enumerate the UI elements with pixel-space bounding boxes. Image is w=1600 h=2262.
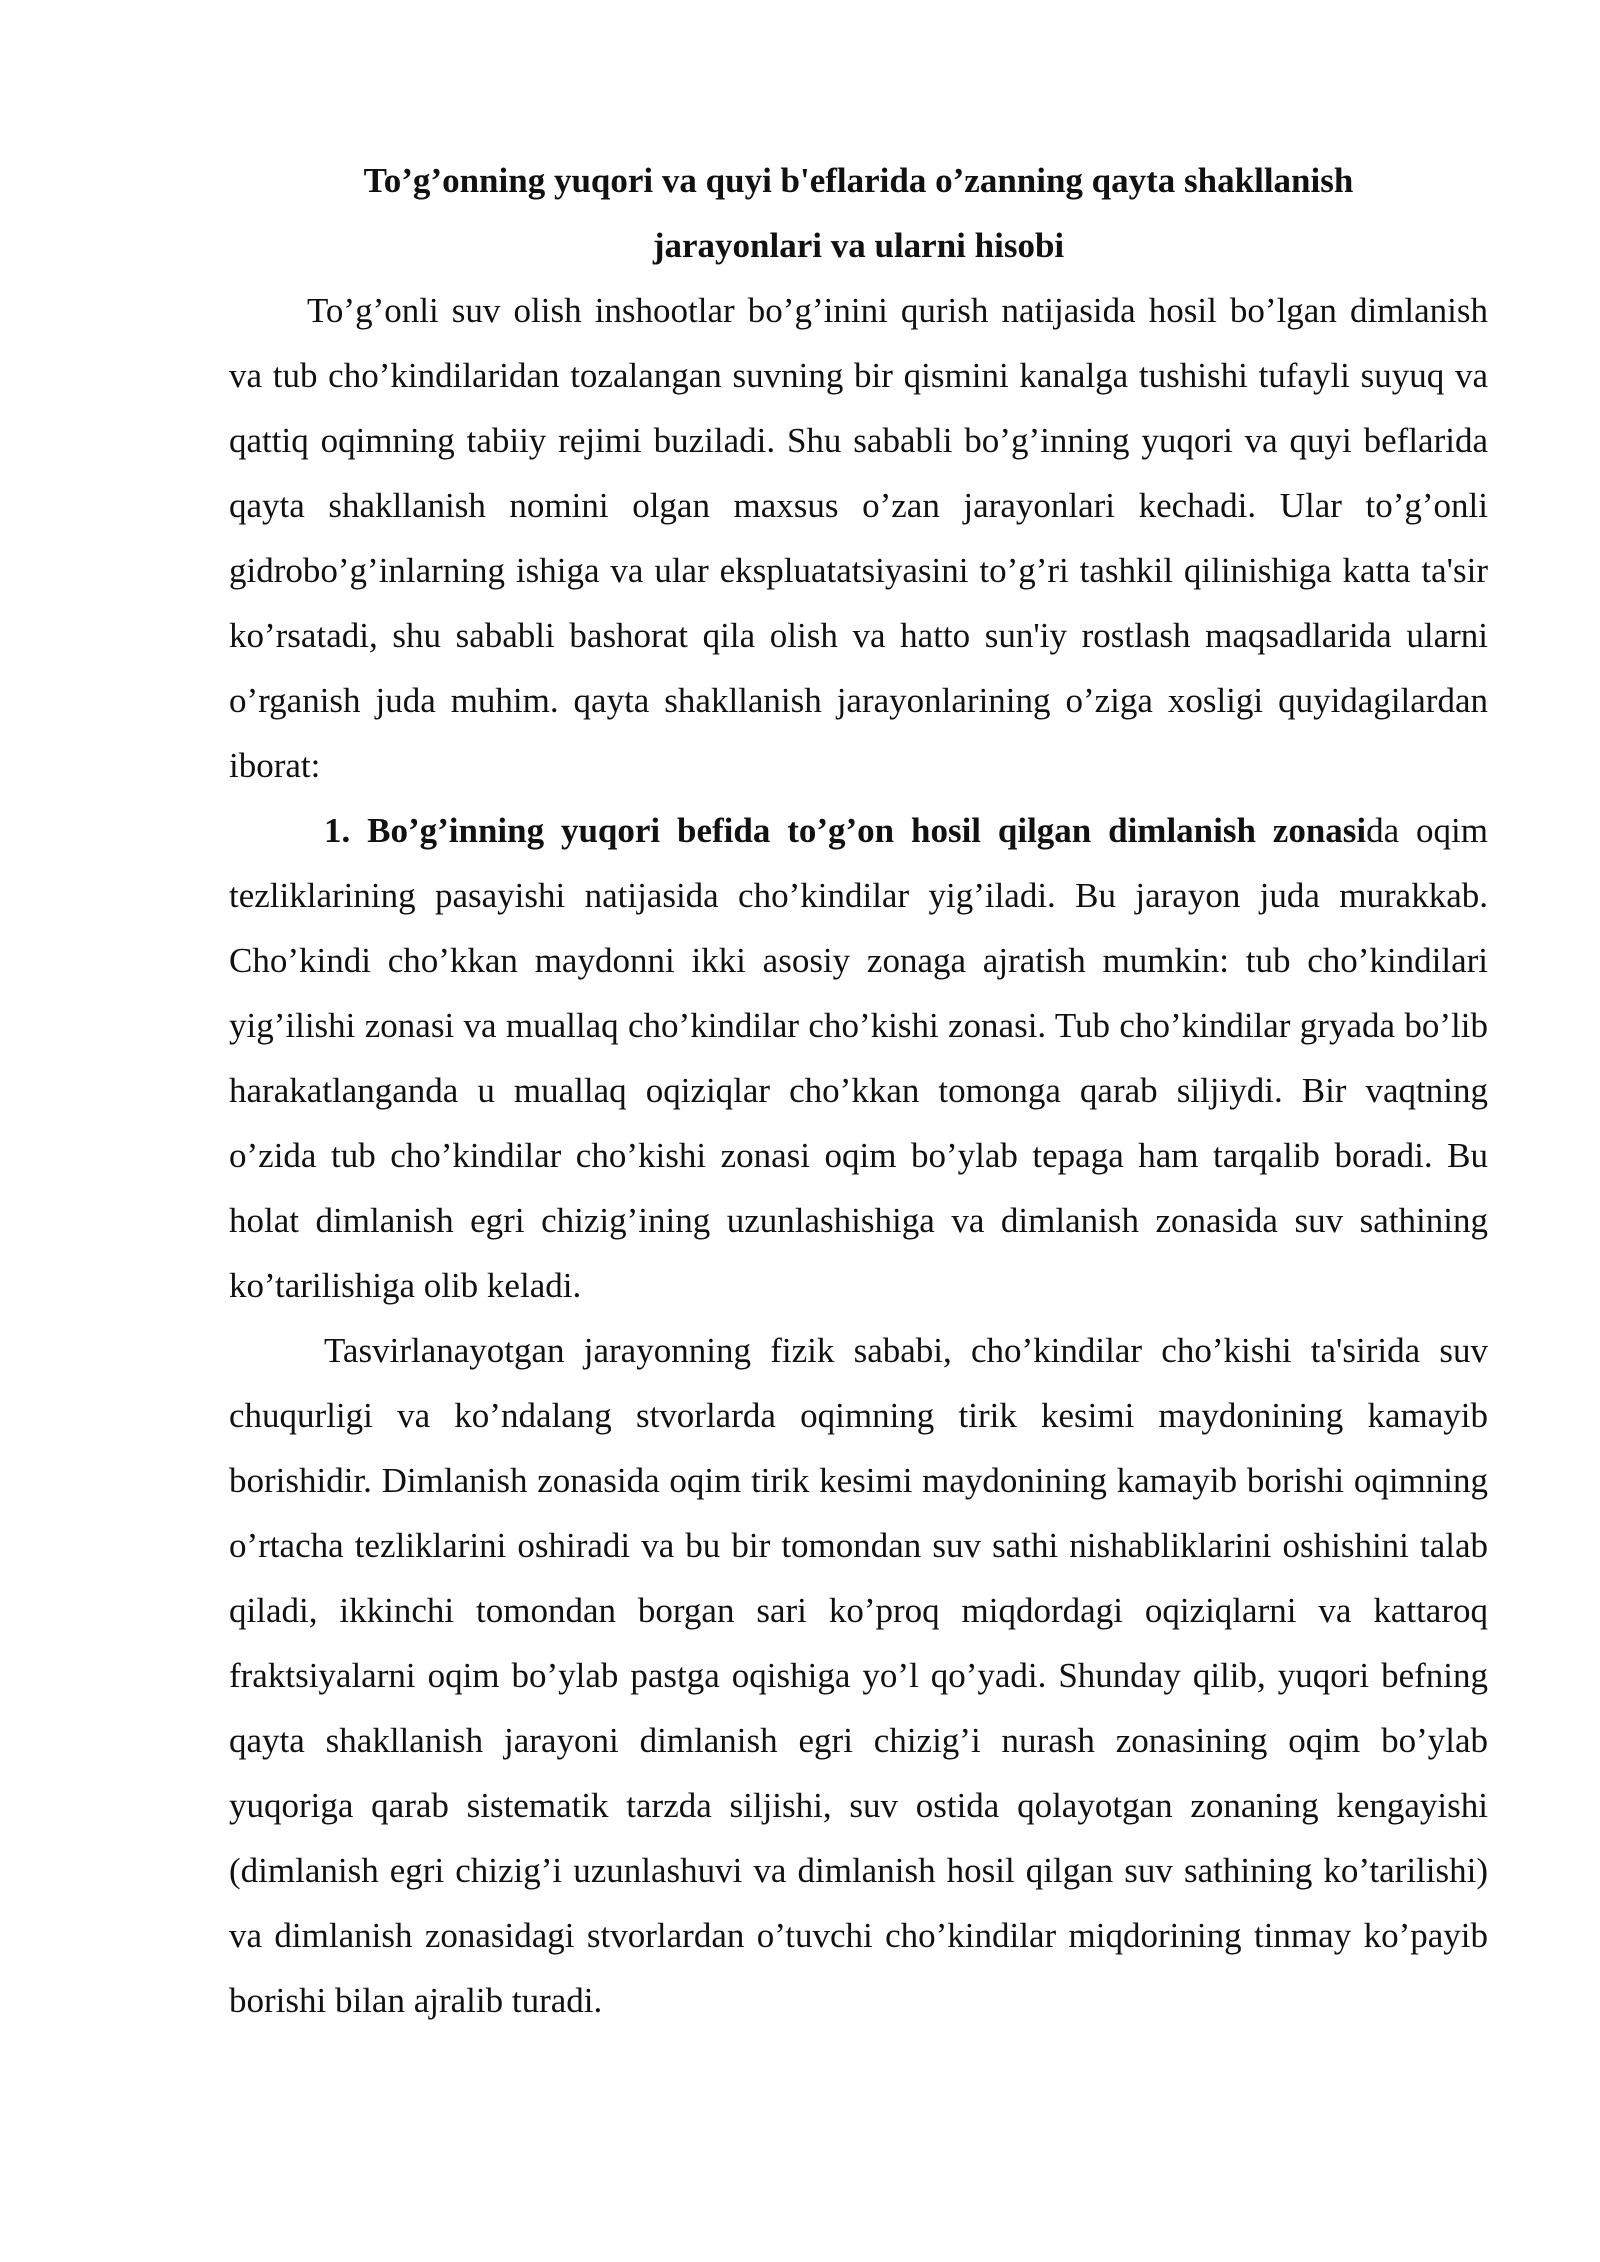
paragraph-item-1 — [229, 798, 1488, 1318]
paragraph-intro: To’g’onli suv olish inshootlar bo’g’inini qurish natijasida hosil bo’lgan dimlanish va tub cho’kindilaridan tozalangan suvning bir qismini kanalga tushishi tufayli suyuq va qattiq oqimning tabiiy rejimi buziladi. Shu sababli bo’g’inning yuqori va quyi beflarida qayta shakllanish nomini olgan maxsus o’zan jarayonlari kechadi. Ular to’g’onli gidrobo’g’inlarning ishiga va ular ekspluatatsiyasini to’g’ri tashkil qilinishiga katta ta'sir ko’rsatadi, shu sababli bashorat qila olish va hatto sun'iy rostlash maqsadlarida ularni o’rganish juda muhim. qayta shakllanish jarayonlarining o’ziga xosligi quyidagilardan iborat: — [229, 291, 1488, 785]
document-title — [229, 148, 1488, 278]
title-line-1: To’g’onning yuqori va quyi b'eflarida o’zanning qayta shakllanish — [363, 161, 1354, 200]
item-1-text: da oqim tezliklarining pasayishi natijasida cho’kindilar yig’iladi. Bu jarayon juda murakkab. Cho’kindi cho’kkan maydonni ikki asosiy zonaga ajratish mumkin: tub cho’kindilari yig’ilishi zonasi va muallaq cho’kindilar cho’kishi zonasi. Tub cho’kindilar gryada bo’lib harakatlanganda u muallaq oqiziqlar cho’kkan tomonga qarab siljiydi. Bir vaqtning o’zida tub cho’kindilar cho’kishi zonasi oqim bo’ylab tepaga ham tarqalib boradi. Bu holat dimlanish egri chizig’ining uzunlashishiga va dimlanish zonasida suv sathining ko’tarilishiga olib keladi. — [229, 811, 1488, 1305]
document-page — [229, 148, 1488, 2033]
title-line-2: jarayonlari va ularni hisobi — [652, 226, 1065, 265]
item-1-lead: 1. Bo’g’inning yuqori befida to’g’on hosil qilgan dimlanish zonasi — [324, 811, 1367, 850]
paragraph-physical-cause: Tasvirlanayotgan jarayonning fizik sababi, cho’kindilar cho’kishi ta'sirida suv chuqurligi va ko’ndalang stvorlarda oqimning tirik kesimi maydonining kamayib borishidir. Dimlanish zonasida oqim tirik kesimi maydonining kamayib borishi oqimning o’rtacha tezliklarini oshiradi va bu bir tomondan suv sathi nishabliklarini oshishini talab qiladi, ikkinchi tomondan borgan sari ko’proq miqdordagi oqiziqlarni va kattaroq fraktsiyalarni oqim bo’ylab pastga oqishiga yo’l qo’yadi. Shunday qilib, yuqori befning qayta shakllanish jarayoni dimlanish egri chizig’i nurash zonasining oqim bo’ylab yuqoriga qarab sistematik tarzda siljishi, suv ostida qolayotgan zonaning kengayishi (dimlanish egri chizig’i uzunlashuvi va dimlanish hosil qilgan suv sathining ko’tarilishi) va dimlanish zonasidagi stvorlardan o’tuvchi cho’kindilar miqdorining tinmay ko’payib borishi bilan ajralib turadi. — [229, 1331, 1488, 2020]
